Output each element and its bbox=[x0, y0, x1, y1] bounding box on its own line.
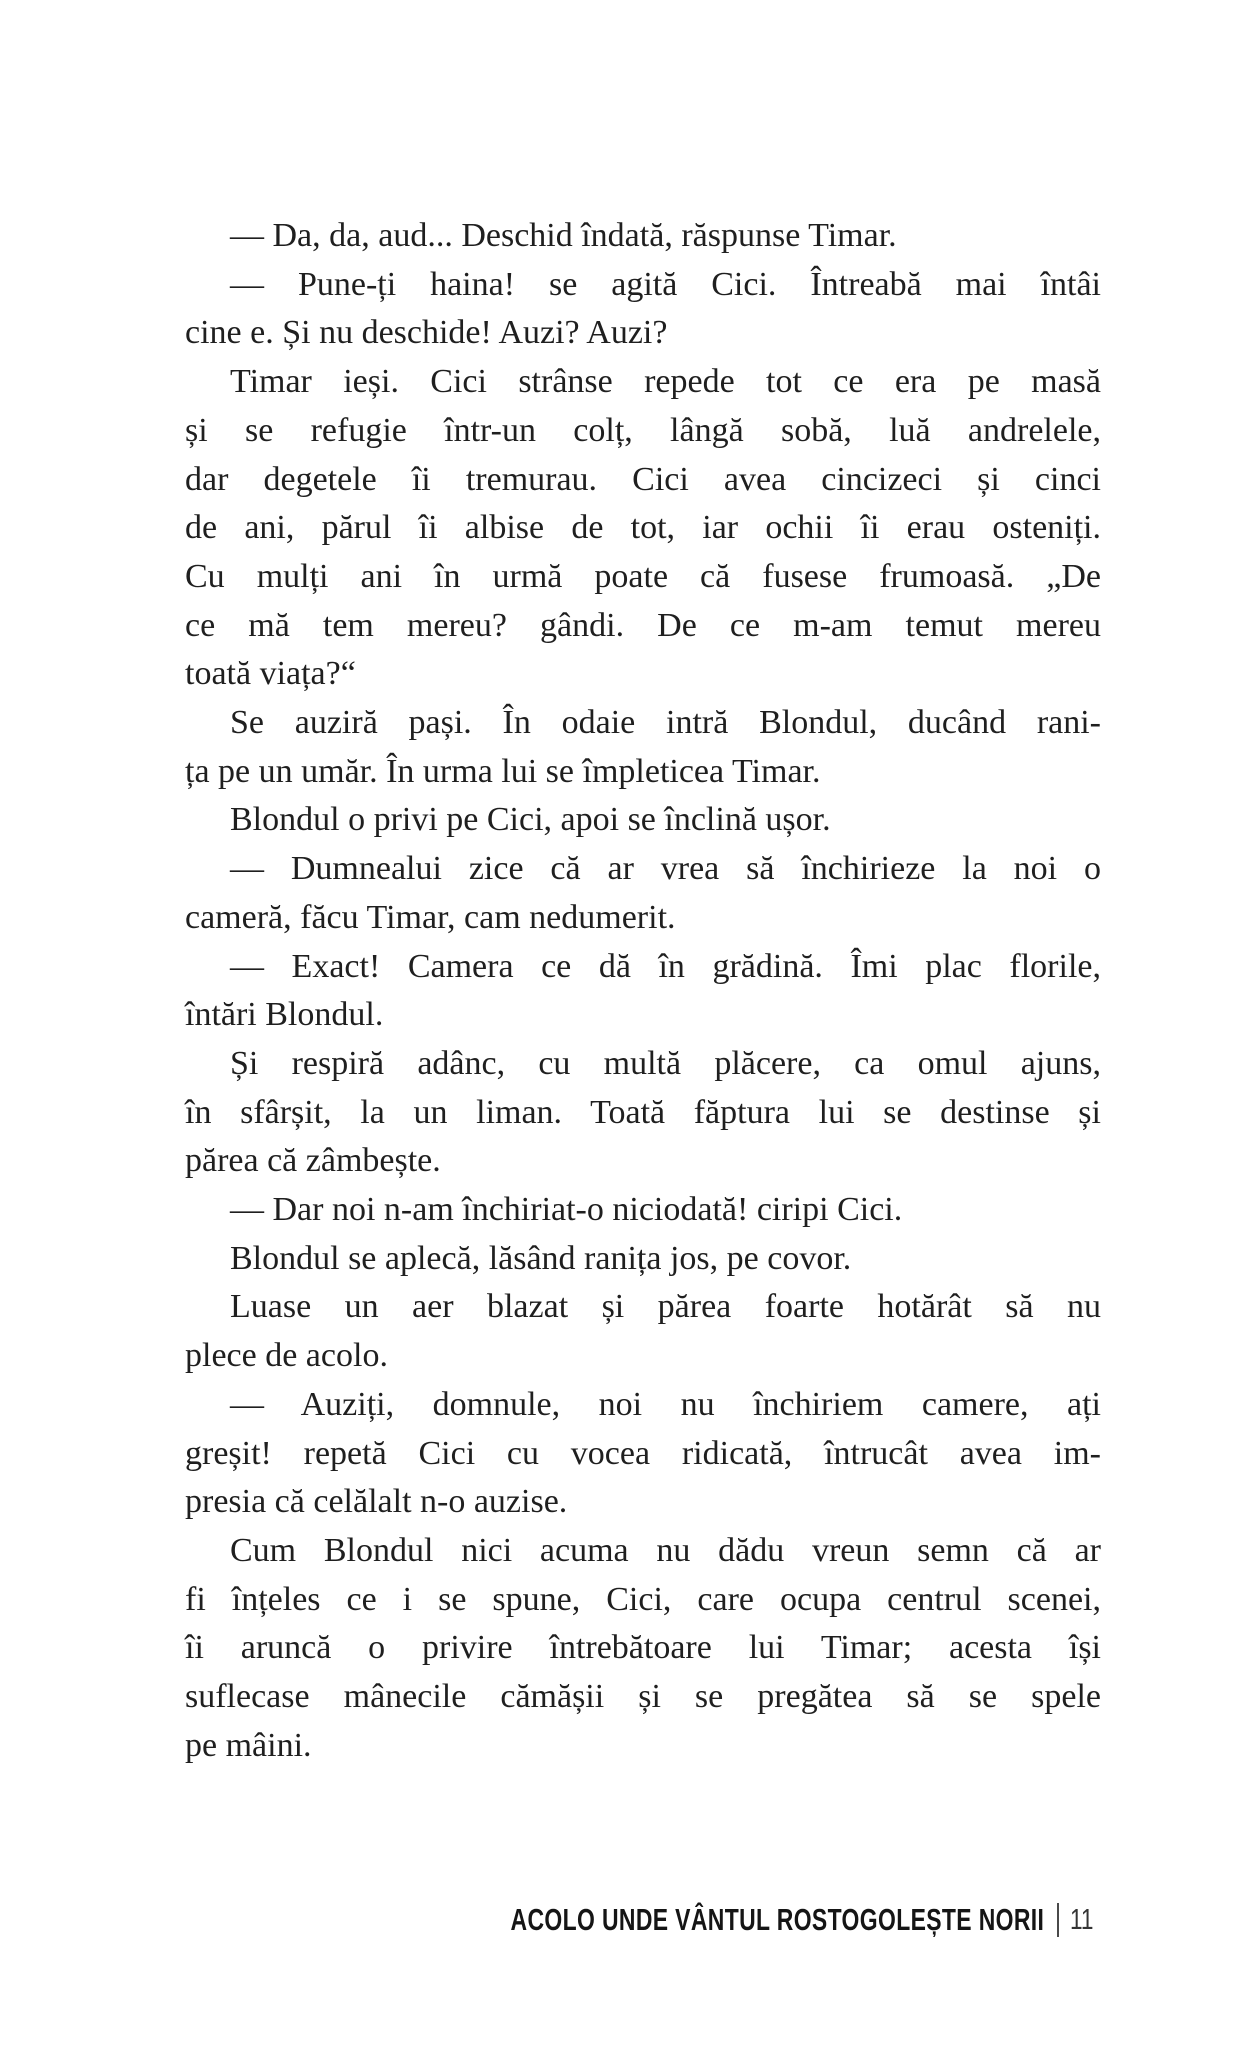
running-title: ACOLO UNDE VÂNTUL ROSTOGOLEȘTE NORII bbox=[510, 1902, 1044, 1937]
text-line: Cum Blondul nici acuma nu dădu vreun semn că ar bbox=[230, 1531, 1101, 1569]
text-line: toată viața?“ bbox=[185, 655, 356, 693]
page-footer bbox=[323, 1898, 1100, 1942]
paragraph bbox=[185, 796, 1101, 845]
text-line: Luase un aer blazat și părea foarte hotărât să nu bbox=[230, 1288, 1101, 1326]
text-line: cine e. Și nu deschide! Auzi? Auzi? bbox=[185, 314, 668, 352]
page-number: 11 bbox=[1069, 1903, 1094, 1936]
text-line: dar degetele îi tremurau. Cici avea cincizeci și cinci bbox=[185, 460, 1101, 498]
paragraph bbox=[185, 1186, 1101, 1235]
text-line: părea că zâmbește. bbox=[185, 1142, 441, 1180]
page-text-block bbox=[185, 212, 1101, 1771]
text-line: Blondul se aplecă, lăsând ranița jos, pe covor. bbox=[230, 1239, 852, 1277]
paragraph bbox=[185, 699, 1101, 796]
text-line: pe mâini. bbox=[185, 1726, 312, 1764]
text-line: și se refugie într-un colț, lângă sobă, luă andrelele, bbox=[185, 411, 1101, 449]
paragraph bbox=[185, 845, 1101, 942]
paragraph bbox=[185, 1235, 1101, 1284]
text-line: Blondul o privi pe Cici, apoi se înclină ușor. bbox=[230, 801, 831, 839]
text-line: — Auziți, domnule, noi nu închiriem camere, ați bbox=[230, 1385, 1101, 1423]
text-line: îi aruncă o privire întrebătoare lui Timar; acesta își bbox=[185, 1629, 1101, 1667]
paragraph bbox=[185, 261, 1101, 358]
text-line: — Da, da, aud... Deschid îndată, răspunse Timar. bbox=[230, 217, 897, 254]
paragraph bbox=[185, 212, 1101, 261]
footer-separator-line bbox=[1057, 1903, 1059, 1937]
text-line: Cu mulți ani în urmă poate că fusese frumoasă. „De bbox=[185, 557, 1101, 595]
text-line: ța pe un umăr. În urma lui se împleticea Timar. bbox=[185, 752, 821, 790]
paragraph bbox=[185, 358, 1101, 699]
text-line: — Dumnealui zice că ar vrea să închirieze la noi o bbox=[230, 850, 1101, 888]
paragraph bbox=[185, 943, 1101, 1040]
text-line: Și respiră adânc, cu multă plăcere, ca omul ajuns, bbox=[230, 1044, 1101, 1082]
paragraph bbox=[185, 1527, 1101, 1771]
text-line: în sfârșit, la un liman. Toată făptura lui se destinse și bbox=[185, 1093, 1101, 1131]
text-line: Se auziră pași. În odaie intră Blondul, ducând rani- bbox=[230, 704, 1101, 742]
text-line: întări Blondul. bbox=[185, 996, 384, 1034]
text-line: — Dar noi n-am închiriat-o niciodată! ciripi Cici. bbox=[230, 1191, 903, 1229]
paragraph bbox=[185, 1381, 1101, 1527]
text-line: suflecase mânecile cămășii și se pregătea să se spele bbox=[185, 1678, 1101, 1716]
text-line: Timar ieși. Cici strânse repede tot ce era pe masă bbox=[230, 363, 1101, 401]
text-line: plece de acolo. bbox=[185, 1337, 388, 1375]
text-line: de ani, părul îi albise de tot, iar ochii îi erau osteniți. bbox=[185, 509, 1101, 547]
text-line: — Pune-ți haina! se agită Cici. Întreabă mai întâi bbox=[230, 265, 1101, 303]
text-line: fi înțeles ce i se spune, Cici, care ocupa centrul scenei, bbox=[185, 1580, 1101, 1618]
paragraph bbox=[185, 1040, 1101, 1186]
text-line: greșit! repetă Cici cu vocea ridicată, întrucât avea im- bbox=[185, 1434, 1101, 1472]
text-line: presia că celălalt n-o auzise. bbox=[185, 1483, 568, 1521]
paragraph bbox=[185, 1283, 1101, 1380]
text-line: cameră, făcu Timar, cam nedumerit. bbox=[185, 898, 676, 936]
text-line: ce mă tem mereu? gândi. De ce m-am temut mereu bbox=[185, 606, 1101, 644]
text-line: — Exact! Camera ce dă în grădină. Îmi plac florile, bbox=[230, 947, 1101, 985]
